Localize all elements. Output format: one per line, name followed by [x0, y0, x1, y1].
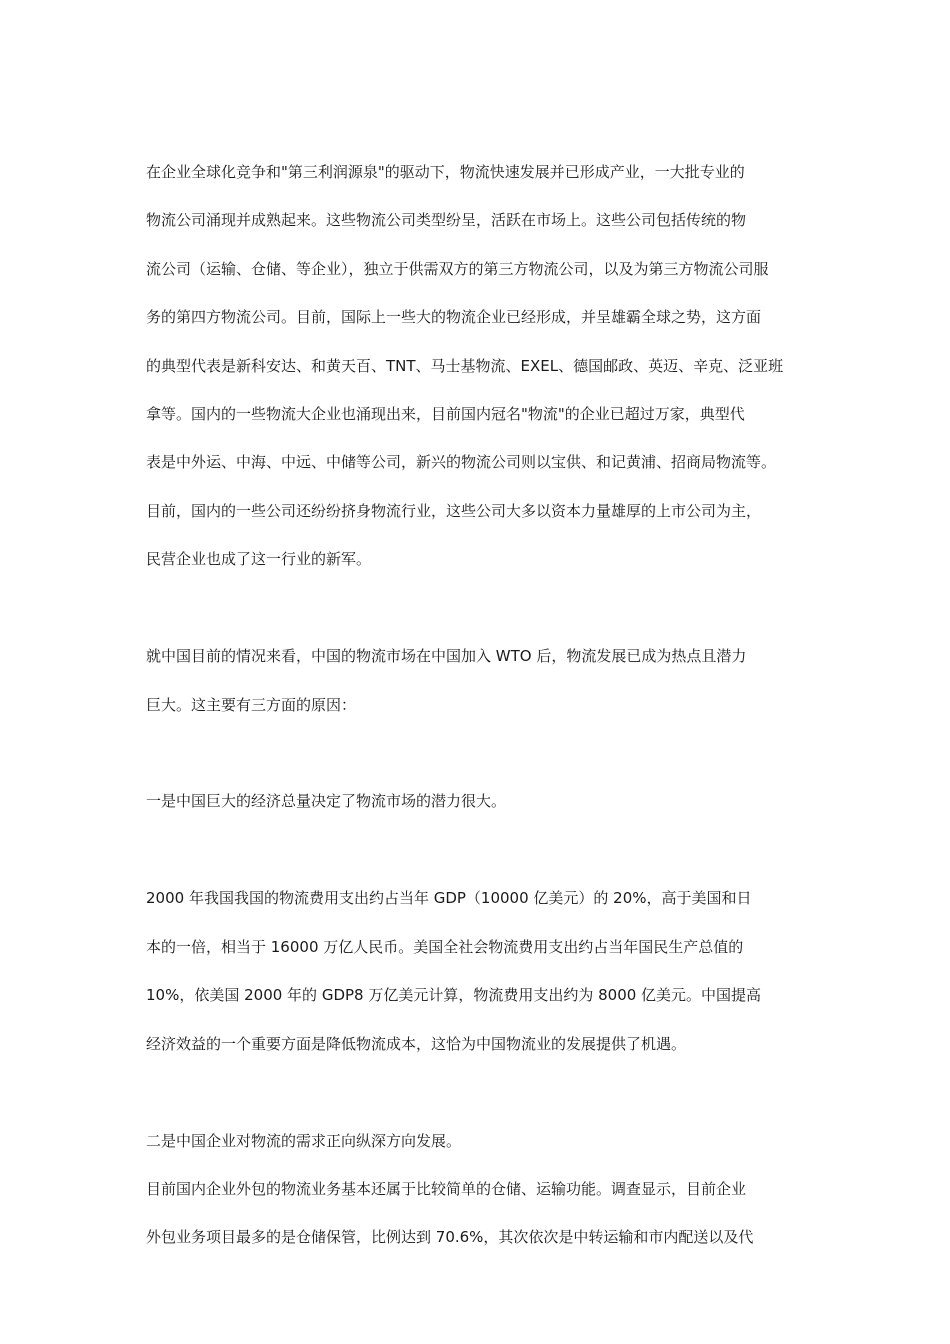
text-line: 物流公司涌现并成熟起来。这些物流公司类型纷呈，活跃在市场上。这些公司包括传统的物 [146, 211, 747, 230]
text-line: 目前国内企业外包的物流业务基本还属于比较简单的仓储、运输功能。调查显示，目前企业 [146, 1180, 747, 1199]
text-line: 巨大。这主要有三方面的原因： [146, 695, 357, 714]
text-line: 本的一倍，相当于 16000 万亿人民币。美国全社会物流费用支出约占当年国民生产总值的 [146, 937, 744, 956]
paragraph-logistics-industry [146, 160, 818, 571]
text-line: 外包业务项目最多的是仓储保管，比例达到 70.6%，其次依次是中转运输和市内配送以及代 [146, 1228, 754, 1247]
paragraph-spacer [146, 838, 818, 887]
text-line: 2000 年我国我国的物流费用支出约占当年 GDP（10000 亿美元）的 20%，高于美国和日 [146, 889, 752, 908]
document-page [146, 160, 818, 1274]
paragraph-spacer [146, 1080, 818, 1129]
paragraph-spacer [146, 741, 818, 790]
text-line: 务的第四方物流公司。目前，国际上一些大的物流企业已经形成，并呈雄霸全球之势，这方面 [146, 308, 762, 327]
paragraph-china-situation [146, 644, 818, 716]
text-line: 的典型代表是新科安达、和黄天百、TNT、马士基物流、EXEL、德国邮政、英迈、辛克、泛亚班 [146, 356, 784, 375]
text-line: 在企业全球化竞争和"第三利润源泉"的驱动下，物流快速发展并已形成产业，一大批专业的 [146, 163, 745, 181]
paragraph-logistics-costs [146, 886, 818, 1055]
text-line: 10%，依美国 2000 年的 GDP8 万亿美元计算，物流费用支出约为 8000 亿美元。中国提高 [146, 986, 762, 1005]
text-line: 拿等。国内的一些物流大企业也涌现出来，目前国内冠名"物流"的企业已超过万家，典型代 [146, 404, 745, 423]
paragraph-reason-two [146, 1129, 818, 1250]
text-line: 二是中国企业对物流的需求正向纵深方向发展。 [146, 1131, 462, 1150]
text-line: 一是中国巨大的经济总量决定了物流市场的潜力很大。 [146, 792, 507, 811]
text-line: 目前，国内的一些公司还纷纷挤身物流行业，这些公司大多以资本力量雄厚的上市公司为主， [146, 501, 762, 520]
text-line: 流公司（运输、仓储、等企业），独立于供需双方的第三方物流公司，以及为第三方物流公司服 [146, 259, 769, 278]
paragraph-reason-one [146, 789, 818, 813]
paragraph-spacer [146, 596, 818, 645]
text-line: 表是中外运、中海、中远、中储等公司，新兴的物流公司则以宝供、和记黄浦、招商局物流等。 [146, 453, 777, 472]
text-line: 民营企业也成了这一行业的新军。 [146, 550, 372, 569]
text-line: 经济效益的一个重要方面是降低物流成本，这恰为中国物流业的发展提供了机遇。 [146, 1034, 687, 1053]
text-line: 就中国目前的情况来看，中国的物流市场在中国加入 WTO 后，物流发展已成为热点且潜力 [146, 647, 747, 666]
